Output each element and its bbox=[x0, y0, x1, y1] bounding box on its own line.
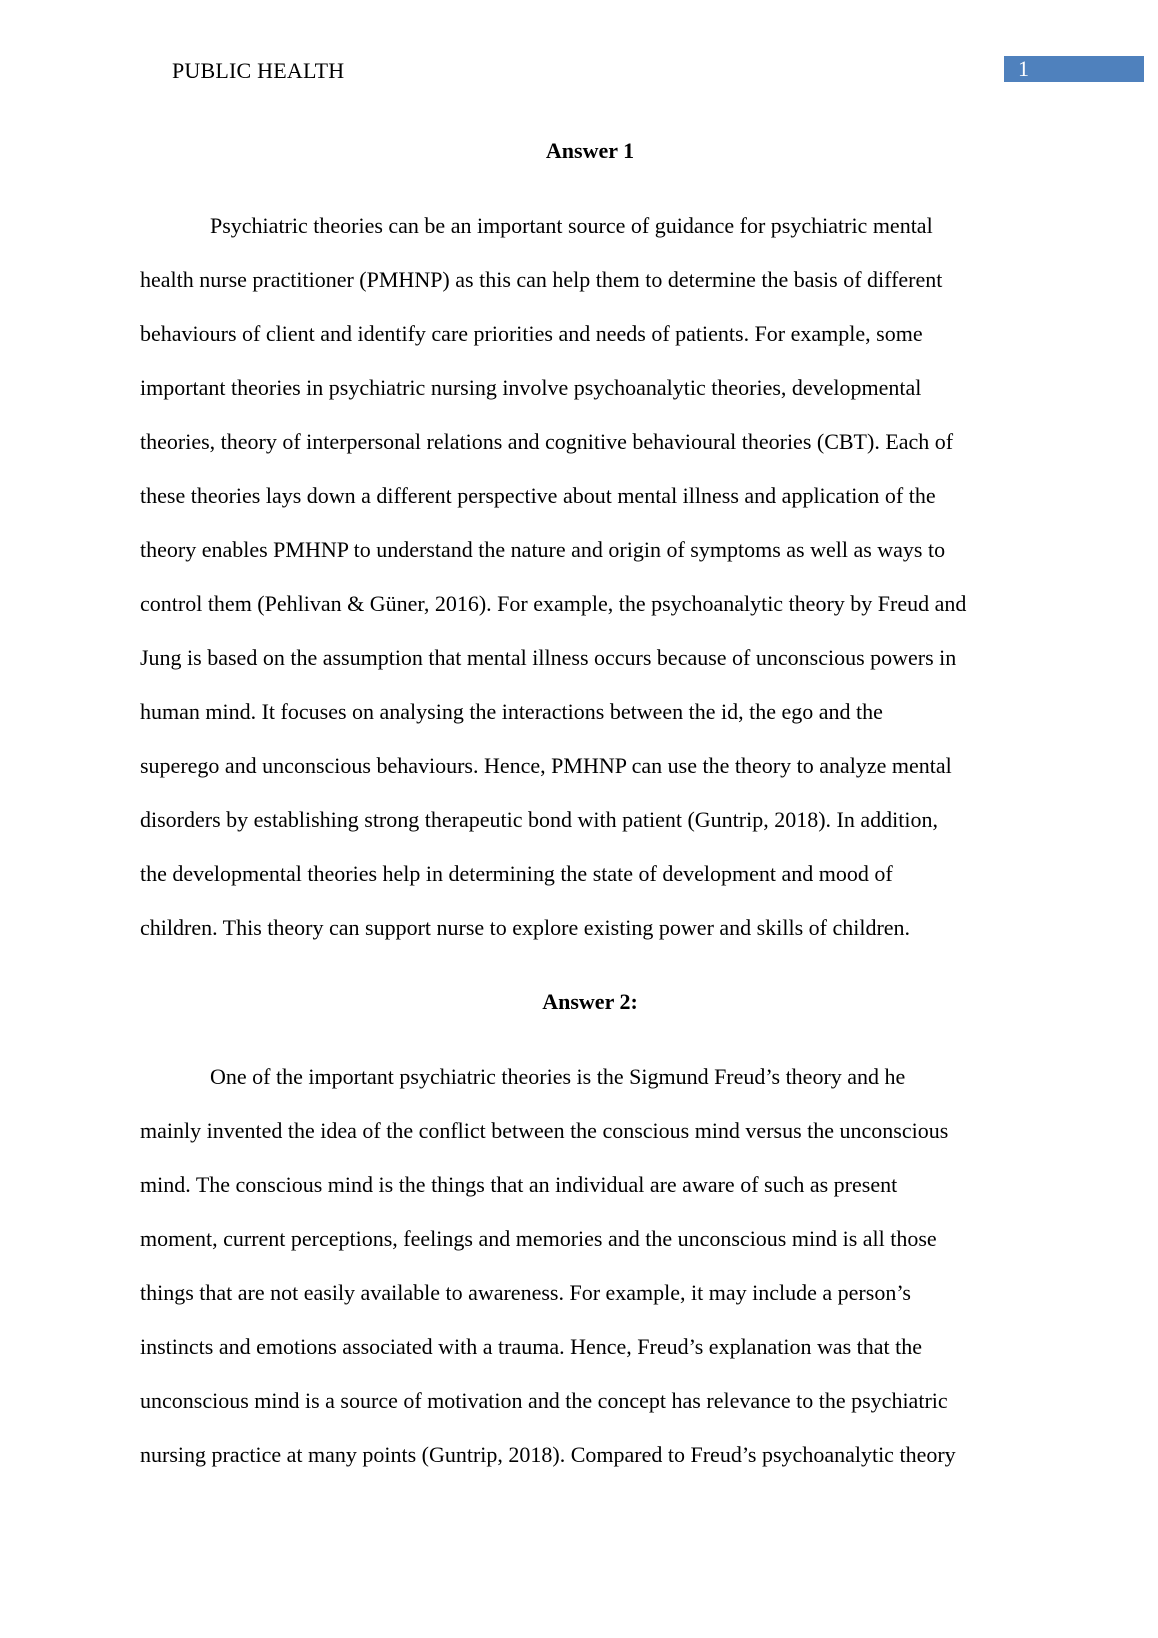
paragraph-answer-2 bbox=[140, 1050, 1040, 1482]
text-line: mind. The conscious mind is the things that an individual are aware of such as present bbox=[140, 1172, 898, 1197]
text-line: things that are not easily available to awareness. For example, it may include a person’s bbox=[140, 1280, 911, 1305]
section-heading-answer-1: Answer 1 bbox=[545, 138, 635, 163]
text-line: important theories in psychiatric nursing involve psychoanalytic theories, developmental bbox=[140, 375, 922, 400]
text-line: Jung is based on the assumption that mental illness occurs because of unconscious powers in bbox=[140, 645, 957, 670]
document-body bbox=[140, 136, 1040, 1482]
text-line: theory enables PMHNP to understand the nature and origin of symptoms as well as ways to bbox=[140, 537, 946, 562]
text-line: disorders by establishing strong therapeutic bond with patient (Guntrip, 2018). In addition, bbox=[140, 807, 938, 832]
text-line: the developmental theories help in determining the state of development and mood of bbox=[140, 861, 893, 886]
section-heading-answer-2: Answer 2: bbox=[542, 989, 638, 1014]
text-line: superego and unconscious behaviours. Hence, PMHNP can use the theory to analyze mental bbox=[140, 753, 952, 778]
text-line: moment, current perceptions, feelings and memories and the unconscious mind is all those bbox=[140, 1226, 937, 1251]
text-line: instincts and emotions associated with a trauma. Hence, Freud’s explanation was that the bbox=[140, 1334, 923, 1359]
running-head: PUBLIC HEALTH bbox=[172, 58, 345, 83]
text-line: unconscious mind is a source of motivation and the concept has relevance to the psychiatric bbox=[140, 1388, 948, 1413]
text-line: theories, theory of interpersonal relations and cognitive behavioural theories (CBT). Each of bbox=[140, 429, 954, 454]
text-line: nursing practice at many points (Guntrip, 2018). Compared to Freud’s psychoanalytic theory bbox=[140, 1442, 956, 1467]
text-line: mainly invented the idea of the conflict between the conscious mind versus the unconscious bbox=[140, 1118, 949, 1143]
text-line: these theories lays down a different perspective about mental illness and application of the bbox=[140, 483, 936, 508]
paragraph-answer-1 bbox=[140, 199, 1040, 955]
text-line: One of the important psychiatric theories is the Sigmund Freud’s theory and he bbox=[210, 1064, 906, 1089]
text-line: behaviours of client and identify care priorities and needs of patients. For example, some bbox=[140, 321, 923, 346]
text-line: control them (Pehlivan & Güner, 2016). For example, the psychoanalytic theory by Freud and bbox=[140, 591, 967, 616]
page-number-box bbox=[1004, 56, 1144, 82]
text-line: Psychiatric theories can be an important source of guidance for psychiatric mental bbox=[210, 213, 933, 238]
text-line: children. This theory can support nurse to explore existing power and skills of children. bbox=[140, 915, 911, 940]
text-line: human mind. It focuses on analysing the interactions between the id, the ego and the bbox=[140, 699, 883, 724]
text-line: health nurse practitioner (PMHNP) as this can help them to determine the basis of different bbox=[140, 267, 943, 292]
page-number: 1 bbox=[1018, 56, 1029, 81]
